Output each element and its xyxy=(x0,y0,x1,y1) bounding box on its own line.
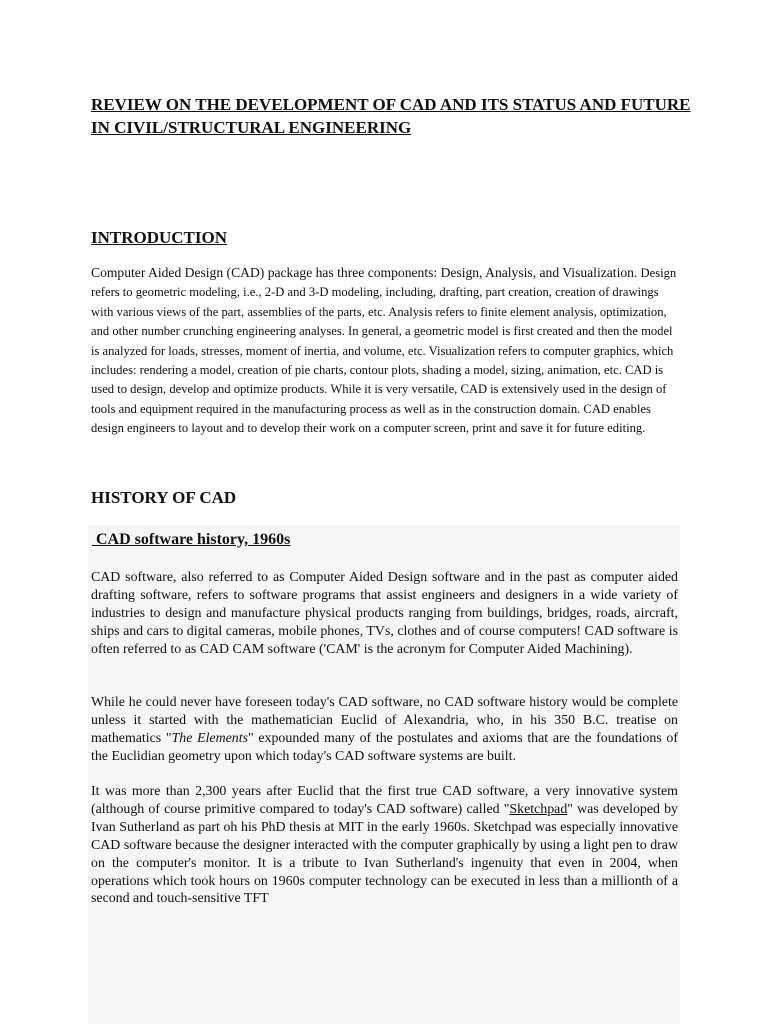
history-paragraph-2-text-b: " expounded many of the postulates and axioms that are the foundations of the Euclidian geometry upon which today's CAD software systems are built. xyxy=(91,730,678,764)
sketchpad-link[interactable]: Sketchpad xyxy=(509,801,568,817)
introduction-paragraph xyxy=(91,263,681,439)
history-subheading-text: CAD software history, 1960s xyxy=(96,531,291,548)
document-title: REVIEW ON THE DEVELOPMENT OF CAD AND ITS STATUS AND FUTURE IN CIVIL/STRUCTURAL ENGINEERING xyxy=(91,95,691,137)
introduction-body-text: Design refers to geometric modeling, i.e., 2-D and 3-D modeling, including, drafting, part creation, creation of drawings with various views of the part, assemblies of the parts, etc. Analysis refers to finite element analysis, optimization, and other number crunching engineering analyses. In general, a geometric model is first created and then the model is analyzed for loads, stresses, moment of inertia, and volume, etc. Visualization refers to computer graphics, which includes: rendering a model, creation of pie charts, contour plots, shading a model, sizing, animation, etc. CAD is used to design, develop and optimize products. While it is very versatile, CAD is extensively used in the design of tools and equipment required in the manufacturing process as well as in the construction domain. CAD enables design engineers to layout and to develop their work on a computer screen, print and save it for future editing. xyxy=(91,266,677,436)
history-paragraph-2-text-a: While he could never have foreseen today's CAD software, no CAD software history would be complete unless it started with the mathematician Euclid of Alexandria, who, in his 350 B.C. treatise on mathematics " xyxy=(91,695,678,746)
introduction-heading: INTRODUCTION xyxy=(91,228,228,247)
history-paragraph-3-text-b: " was developed by Ivan Sutherland as part oh his PhD thesis at MIT in the early 1960s. Sketchpad was especially innovative CAD software because the designer interacted with the computer graphically by using a light pen to draw on the computer's monitor. It is a tribute to Ivan Sutherland's ingenuity that even in 2004, when operations which took hours on 1960s computer technology can be executed in less than a millionth of a second and touch-sensitive TFT xyxy=(91,801,678,907)
history-paragraph-1: CAD software, also referred to as Computer Aided Design software and in the past as computer aided drafting software, refers to software programs that assist engineers and designers in a wide variety of industries to design and manufacture physical products ranging from buildings, bridges, roads, aircraft, ships and cars to digital cameras, mobile phones, TVs, clothes and of course computers! CAD software is often referred to as CAD CAM software ('CAM' is the acronym for Computer Aided Machining). xyxy=(91,570,678,657)
history-subheading xyxy=(92,529,290,551)
history-paragraph-3 xyxy=(91,783,678,908)
introduction-lead-text: Computer Aided Design (CAD) package has three components: Design, Analysis, and Visualization. xyxy=(91,265,638,280)
history-heading: HISTORY OF CAD xyxy=(91,488,237,507)
history-paragraph-2 xyxy=(91,694,678,766)
history-paragraph-3-text-a: It was more than 2,300 years after Euclid that the first true CAD software, a very innovative system (although of course primitive compared to today's CAD software) called " xyxy=(91,784,678,817)
the-elements-title: The Elements xyxy=(171,730,249,746)
